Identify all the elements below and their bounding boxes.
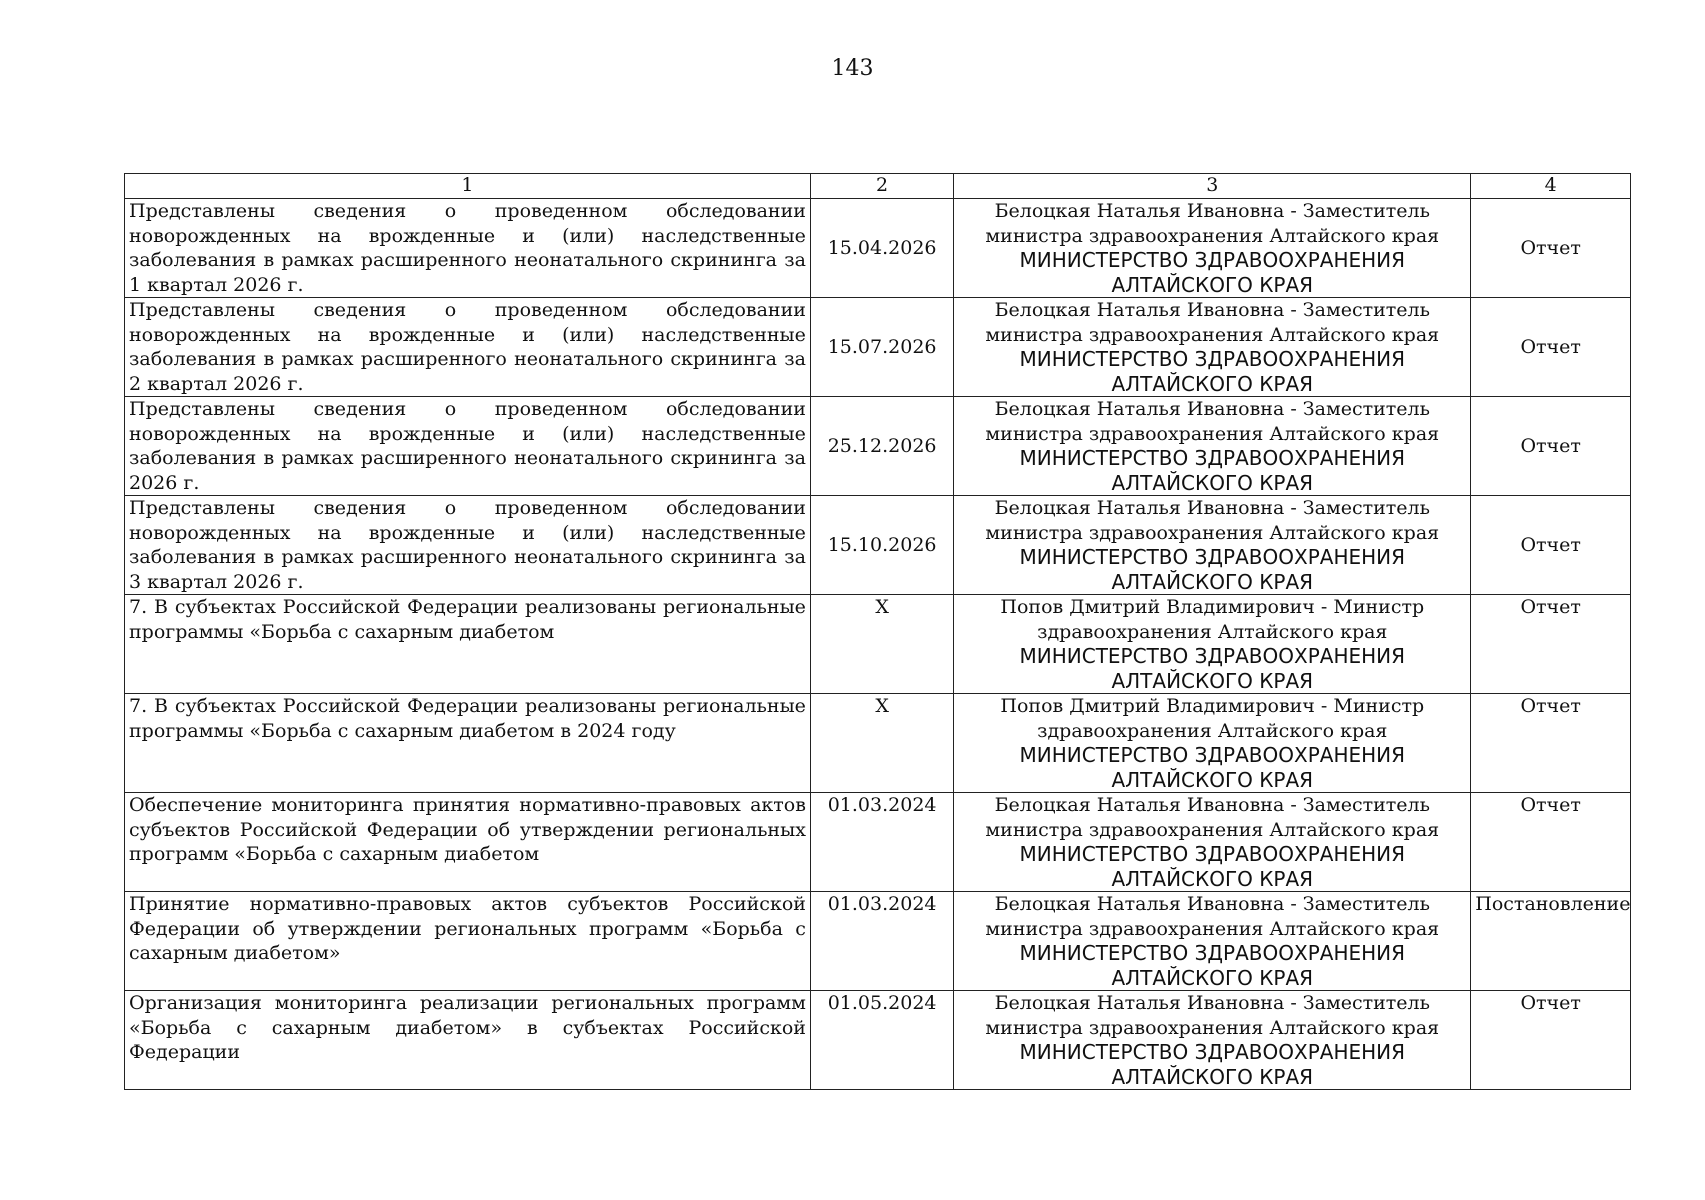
deadline-date: 15.07.2026 bbox=[810, 298, 953, 397]
deadline-date: 15.04.2026 bbox=[810, 199, 953, 298]
deadline-date: X bbox=[810, 595, 953, 694]
responsible-cell bbox=[954, 991, 1471, 1090]
deadline-date: 01.03.2024 bbox=[810, 892, 953, 991]
responsible-person: Белоцкая Наталья Ивановна - Заместитель министра здравоохранения Алтайского края bbox=[985, 497, 1440, 544]
responsible-cell bbox=[954, 892, 1471, 991]
responsible-person: Белоцкая Наталья Ивановна - Заместитель министра здравоохранения Алтайского края bbox=[985, 992, 1440, 1039]
task-description: Принятие нормативно-правовых актов субъектов Российской Федерации об утверждении региональных программ «Борьба с сахарным диабетом» bbox=[125, 892, 811, 991]
responsible-organization: МИНИСТЕРСТВО ЗДРАВООХРАНЕНИЯ АЛТАЙСКОГО КРАЯ bbox=[1019, 842, 1406, 891]
column-header-3: 3 bbox=[954, 174, 1471, 199]
responsible-organization: МИНИСТЕРСТВО ЗДРАВООХРАНЕНИЯ АЛТАЙСКОГО КРАЯ bbox=[1019, 1040, 1406, 1089]
deadline-date: X bbox=[810, 694, 953, 793]
responsible-cell bbox=[954, 397, 1471, 496]
responsible-person: Белоцкая Наталья Ивановна - Заместитель министра здравоохранения Алтайского края bbox=[985, 893, 1440, 940]
responsible-person: Белоцкая Наталья Ивановна - Заместитель министра здравоохранения Алтайского края bbox=[985, 299, 1440, 346]
deadline-date: 25.12.2026 bbox=[810, 397, 953, 496]
responsible-organization: МИНИСТЕРСТВО ЗДРАВООХРАНЕНИЯ АЛТАЙСКОГО КРАЯ bbox=[1019, 248, 1406, 297]
report-type: Отчет bbox=[1471, 694, 1631, 793]
responsible-cell bbox=[954, 595, 1471, 694]
responsible-cell bbox=[954, 496, 1471, 595]
table-row bbox=[125, 397, 1631, 496]
responsible-cell bbox=[954, 298, 1471, 397]
task-description: 7. В субъектах Российской Федерации реализованы региональные программы «Борьба с сахарным диабетом bbox=[125, 595, 811, 694]
responsible-organization: МИНИСТЕРСТВО ЗДРАВООХРАНЕНИЯ АЛТАЙСКОГО КРАЯ bbox=[1019, 743, 1406, 792]
task-description: 7. В субъектах Российской Федерации реализованы региональные программы «Борьба с сахарным диабетом в 2024 году bbox=[125, 694, 811, 793]
report-type: Отчет bbox=[1471, 793, 1631, 892]
report-type: Отчет bbox=[1471, 199, 1631, 298]
table-row bbox=[125, 991, 1631, 1090]
report-type: Отчет bbox=[1471, 397, 1631, 496]
responsible-person: Попов Дмитрий Владимирович - Министр здравоохранения Алтайского края bbox=[1000, 695, 1425, 742]
deadline-date: 01.05.2024 bbox=[810, 991, 953, 1090]
table-row bbox=[125, 595, 1631, 694]
deadline-date: 01.03.2024 bbox=[810, 793, 953, 892]
page-number: 143 bbox=[831, 56, 874, 81]
deadline-date: 15.10.2026 bbox=[810, 496, 953, 595]
report-type: Отчет bbox=[1471, 991, 1631, 1090]
responsible-person: Белоцкая Наталья Ивановна - Заместитель министра здравоохранения Алтайского края bbox=[985, 200, 1440, 247]
table-row bbox=[125, 793, 1631, 892]
responsible-organization: МИНИСТЕРСТВО ЗДРАВООХРАНЕНИЯ АЛТАЙСКОГО КРАЯ bbox=[1019, 545, 1406, 594]
responsible-cell bbox=[954, 793, 1471, 892]
responsible-person: Белоцкая Наталья Ивановна - Заместитель министра здравоохранения Алтайского края bbox=[985, 398, 1440, 445]
task-description: Представлены сведения о проведенном обследовании новорожденных на врожденные и (или) наследственные заболевания в рамках расширенного неонатального скрининга за 2 квартал 2026 г. bbox=[125, 298, 811, 397]
report-type: Отчет bbox=[1471, 496, 1631, 595]
responsible-person: Белоцкая Наталья Ивановна - Заместитель министра здравоохранения Алтайского края bbox=[985, 794, 1440, 841]
column-header-1: 1 bbox=[125, 174, 811, 199]
plan-table bbox=[124, 173, 1631, 1090]
task-description: Представлены сведения о проведенном обследовании новорожденных на врожденные и (или) наследственные заболевания в рамках расширенного неонатального скрининга за 3 квартал 2026 г. bbox=[125, 496, 811, 595]
header-row bbox=[125, 174, 1631, 199]
task-description: Организация мониторинга реализации региональных программ «Борьба с сахарным диабетом» в субъектах Российской Федерации bbox=[125, 991, 811, 1090]
table-row bbox=[125, 199, 1631, 298]
report-type: Отчет bbox=[1471, 298, 1631, 397]
column-header-2: 2 bbox=[810, 174, 953, 199]
table-row bbox=[125, 694, 1631, 793]
table-row bbox=[125, 892, 1631, 991]
responsible-organization: МИНИСТЕРСТВО ЗДРАВООХРАНЕНИЯ АЛТАЙСКОГО КРАЯ bbox=[1019, 941, 1406, 990]
task-description: Представлены сведения о проведенном обследовании новорожденных на врожденные и (или) наследственные заболевания в рамках расширенного неонатального скрининга за 1 квартал 2026 г. bbox=[125, 199, 811, 298]
responsible-organization: МИНИСТЕРСТВО ЗДРАВООХРАНЕНИЯ АЛТАЙСКОГО КРАЯ bbox=[1019, 446, 1406, 495]
responsible-organization: МИНИСТЕРСТВО ЗДРАВООХРАНЕНИЯ АЛТАЙСКОГО КРАЯ bbox=[1019, 644, 1406, 693]
responsible-cell bbox=[954, 199, 1471, 298]
report-type: Отчет bbox=[1471, 595, 1631, 694]
responsible-cell bbox=[954, 694, 1471, 793]
responsible-person: Попов Дмитрий Владимирович - Министр здравоохранения Алтайского края bbox=[1000, 596, 1425, 643]
column-header-4: 4 bbox=[1471, 174, 1631, 199]
task-description: Представлены сведения о проведенном обследовании новорожденных на врожденные и (или) наследственные заболевания в рамках расширенного неонатального скрининга за 2026 г. bbox=[125, 397, 811, 496]
task-description: Обеспечение мониторинга принятия нормативно-правовых актов субъектов Российской Федерации об утверждении региональных программ «Борьба с сахарным диабетом bbox=[125, 793, 811, 892]
table-row bbox=[125, 298, 1631, 397]
responsible-organization: МИНИСТЕРСТВО ЗДРАВООХРАНЕНИЯ АЛТАЙСКОГО КРАЯ bbox=[1019, 347, 1406, 396]
table-row bbox=[125, 496, 1631, 595]
report-type: Постановление bbox=[1471, 892, 1631, 991]
